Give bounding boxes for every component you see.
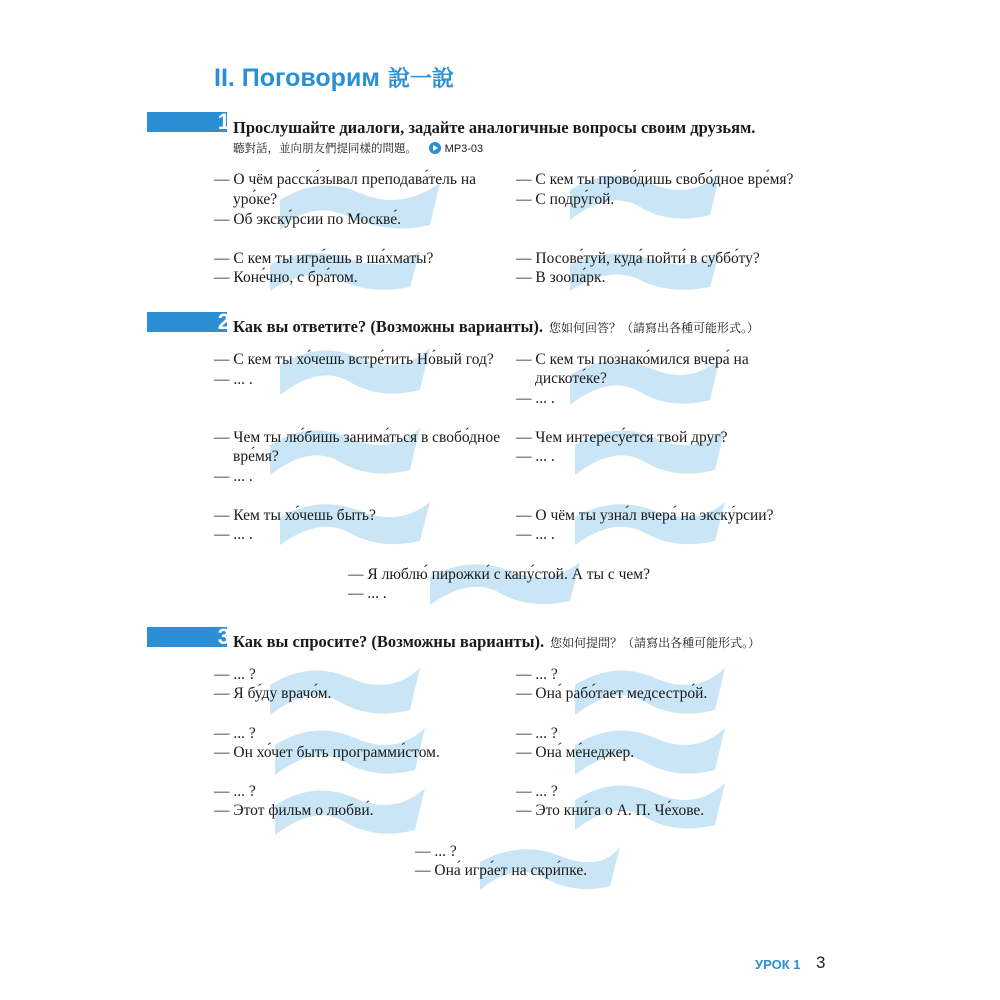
dialogue-line: уро́ке?: [233, 191, 278, 208]
dialogue-line: — Кем ты хо́чешь быть?: [214, 507, 376, 524]
exercise-2-heading: [233, 317, 759, 338]
dialogue-line: — Я люблю́ пирожки́ с капу́стой. А ты с чем?: [348, 566, 650, 583]
dialogue-line: — ... ?: [214, 783, 256, 800]
dialogue-line: — Она́ ме́неджер.: [516, 744, 635, 761]
dialogue-line: — Чем ты лю́бишь занима́ться в свобо́дное: [214, 429, 501, 446]
exercise-1-heading: Прослушайте диалоги, задайте аналогичные вопросы своим друзьям.: [233, 118, 756, 137]
dialogue-line: — О чём ты узна́л вчера́ на экску́рсии?: [516, 507, 774, 524]
dialogue-line: — О чём расска́зывал преподава́тель на: [214, 171, 477, 188]
dialogue-line: — ... ?: [516, 666, 558, 683]
exercise-2-number: 2: [217, 309, 230, 334]
dialogue-line: — ... ?: [516, 783, 558, 800]
audio-label: MP3-03: [444, 143, 484, 155]
dialogue-line: — Этот фильм о любви́.: [214, 802, 374, 819]
dialogue-line: — Чем интересу́ется твой друг?: [516, 429, 728, 446]
exercise-3-subtitle: 您如何提問？（請寫出各種可能形式。）: [550, 636, 761, 650]
exercise-3-heading: [233, 632, 760, 653]
audio-link[interactable]: [429, 143, 484, 155]
page-number: 3: [816, 953, 826, 972]
exercise-1-subtitle-text: 聽對話，並向朋友們提同樣的問題。: [233, 141, 417, 155]
page-title: [214, 62, 454, 93]
dialogue-line: дискоте́ке?: [535, 370, 607, 387]
exercise-3-heading-text: Как вы спросите? (Возможны варианты).: [233, 632, 545, 651]
dialogue-line: — Посове́туй, куда́ пойти́ в суббо́ту?: [516, 250, 760, 267]
dialogue-line: вре́мя?: [233, 448, 279, 465]
dialogue-line: — В зоопа́рк.: [516, 269, 606, 286]
exercise-2-heading-text: Как вы ответите? (Возможны варианты).: [233, 317, 544, 336]
lesson-label: УРОК 1: [755, 957, 801, 972]
dialogue-line: — С кем ты игра́ешь в ша́хматы?: [214, 250, 434, 267]
dialogue-line: — С подру́гой.: [516, 191, 615, 208]
dialogue-line: — ... .: [516, 526, 555, 543]
section-title-cn: 說一說: [387, 67, 454, 92]
exercise-2-subtitle: 您如何回答？（請寫出各種可能形式。）: [549, 321, 760, 335]
dialogue-line: — ... .: [348, 585, 387, 602]
dialogue-line: — ... .: [214, 526, 253, 543]
dialogue-line: — С кем ты познако́мился вчера́ на: [516, 351, 749, 368]
dialogue-line: — С кем ты хо́чешь встре́тить Но́вый год?: [214, 351, 494, 368]
dialogue-line: — С кем ты прово́дишь свобо́дное вре́мя?: [516, 171, 794, 188]
exercise-1-subtitle: [233, 140, 483, 156]
dialogue-line: — ... ?: [516, 725, 558, 742]
dialogue-line: — Она́ игра́ет на скри́пке.: [415, 862, 588, 879]
flag-watermark: [280, 340, 430, 400]
dialogue-line: — ... .: [214, 371, 253, 388]
dialogue-line: — Он хо́чет быть программи́стом.: [214, 744, 440, 761]
dialogue-line: — Коне́чно, с бра́том.: [214, 269, 358, 286]
dialogue-line: — Это кни́га о А. П. Че́хове.: [516, 802, 705, 819]
play-icon: [429, 142, 441, 154]
dialogue-line: — Я бу́ду врачо́м.: [214, 685, 332, 702]
dialogue-line: — ... .: [214, 468, 253, 485]
dialogue-line: — Она́ рабо́тает медсестро́й.: [516, 685, 708, 702]
dialogue-line: — Об экску́рсии по Москве́.: [214, 211, 402, 228]
section-title: II. Поговорим: [214, 64, 380, 92]
exercise-1-number: 1: [217, 109, 230, 134]
dialogue-line: — ... .: [516, 390, 555, 407]
dialogue-line: — ... ?: [415, 843, 457, 860]
dialogue-line: — ... .: [516, 448, 555, 465]
dialogue-line: — ... ?: [214, 725, 256, 742]
exercise-3-number: 3: [217, 624, 230, 649]
dialogue-line: — ... ?: [214, 666, 256, 683]
